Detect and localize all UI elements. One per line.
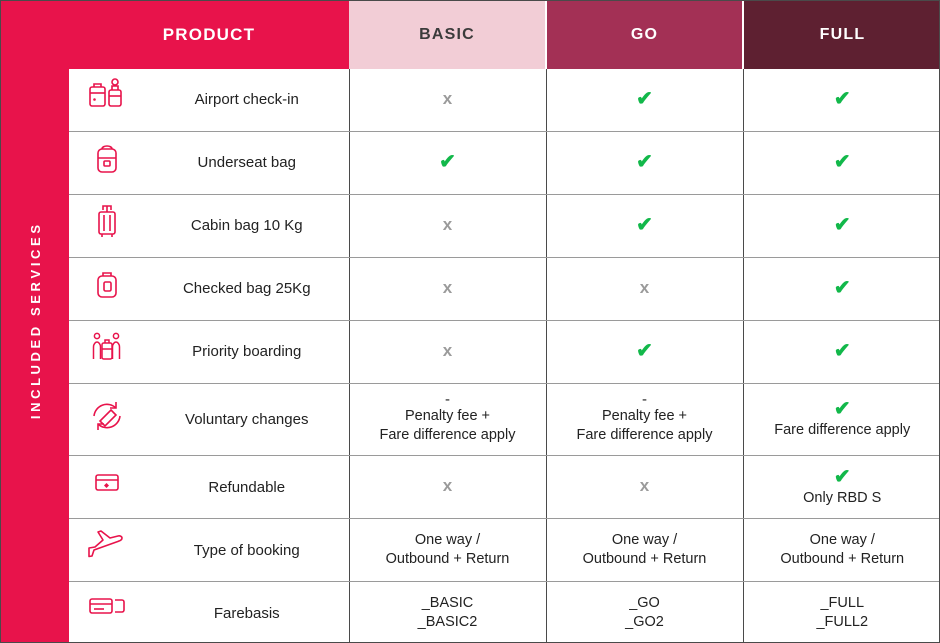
row-label: Cabin bag 10 Kg <box>145 194 349 257</box>
cell-basic: x <box>349 320 546 383</box>
cell-basic: x <box>349 257 546 320</box>
airport-check-in-icon <box>69 69 145 131</box>
refundable-icon <box>69 456 145 519</box>
table-row <box>69 257 940 320</box>
cell-basic: One way / Outbound + Return <box>349 519 546 582</box>
cell-full: ✔ Fare difference apply <box>743 383 940 456</box>
header-column-go: GO <box>546 1 743 69</box>
cell-basic: x <box>349 194 546 257</box>
cell-go: - Penalty fee + Fare difference apply <box>546 383 743 456</box>
farebasis-icon <box>69 582 145 643</box>
cell-full: ✔ <box>743 69 940 131</box>
cell-go: ✔ <box>546 69 743 131</box>
cell-full: ✔ Only RBD S <box>743 456 940 519</box>
cell-go: x <box>546 456 743 519</box>
row-label: Priority boarding <box>145 320 349 383</box>
table-row <box>69 456 940 519</box>
table-row <box>69 320 940 383</box>
row-label: Type of booking <box>145 519 349 582</box>
row-label: Checked bag 25Kg <box>145 257 349 320</box>
row-label: Farebasis <box>145 582 349 643</box>
cabin-bag-icon <box>69 194 145 257</box>
cell-go: ✔ <box>546 194 743 257</box>
cell-full: ✔ <box>743 194 940 257</box>
cell-full: _FULL _FULL2 <box>816 595 869 631</box>
table-header-row <box>69 1 940 69</box>
underseat-bag-icon <box>69 131 145 194</box>
cell-basic: x <box>349 456 546 519</box>
table-row <box>69 383 940 456</box>
table-body <box>69 69 940 643</box>
included-services-label: I N C L U D E D S E R V I C E S <box>27 225 43 420</box>
row-label: Airport check-in <box>145 69 349 131</box>
cell-go: ✔ <box>546 131 743 194</box>
cell-basic: _BASIC _BASIC2 <box>349 582 546 643</box>
cell-full: ✔ <box>743 320 940 383</box>
header-product: PRODUCT <box>69 1 349 69</box>
checked-bag-icon <box>69 257 145 320</box>
type-of-booking-icon <box>69 519 145 582</box>
cell-full: ✔ <box>743 131 940 194</box>
included-services-band <box>1 1 69 643</box>
row-label: Underseat bag <box>145 131 349 194</box>
cell-basic: - Penalty fee + Fare difference apply <box>349 383 546 456</box>
cell-go: x <box>546 257 743 320</box>
table-row <box>69 519 940 582</box>
table-row <box>69 69 940 131</box>
cell-full: One way / Outbound + Return <box>743 519 940 582</box>
cell-basic: x <box>349 69 546 131</box>
cell-go: ✔ <box>546 320 743 383</box>
table-row <box>69 582 940 643</box>
row-label: Voluntary changes <box>145 383 349 456</box>
header-column-basic: BASIC <box>349 1 546 69</box>
cell-basic: ✔ <box>349 131 546 194</box>
voluntary-changes-icon <box>69 383 145 456</box>
row-label: Refundable <box>145 456 349 519</box>
product-matrix <box>69 1 940 643</box>
priority-boarding-icon <box>69 320 145 383</box>
table-row <box>69 131 940 194</box>
cell-full: ✔ <box>743 257 940 320</box>
header-column-full: FULL <box>743 1 940 69</box>
table-row <box>69 194 940 257</box>
cell-go: One way / Outbound + Return <box>546 519 743 582</box>
cell-go: _GO _GO2 <box>546 582 743 643</box>
